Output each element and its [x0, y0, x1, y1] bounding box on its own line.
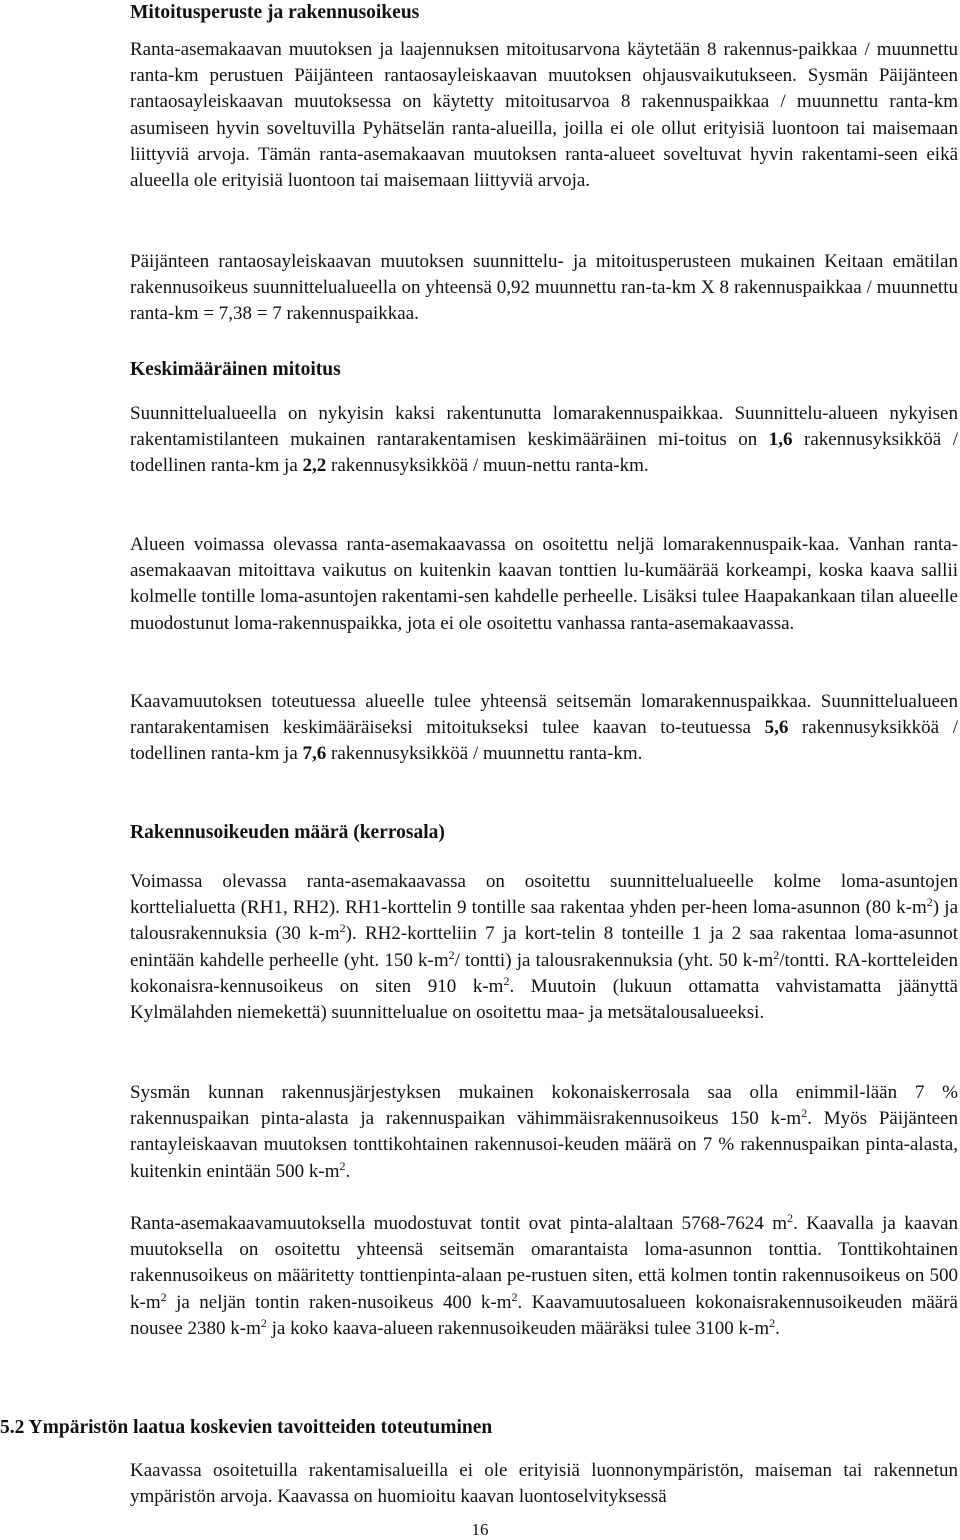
text-segment: ja neljän tontin raken-nusoikeus 400 k-m	[166, 1291, 512, 1313]
heading-keskimaarainen-mitoitus: Keskimääräinen mitoitus	[130, 359, 341, 380]
text-segment: rakennusyksikköä / muun-nettu ranta-km.	[326, 455, 649, 477]
superscript: 2	[260, 1315, 267, 1330]
section-heading-5-2: 5.2 Ympäristön laatua koskevien tavoitteiden toteutuminen	[0, 1417, 493, 1438]
heading-rakennusoikeuden-maara: Rakennusoikeuden määrä (kerrosala)	[130, 822, 445, 843]
paragraph-rakennusoikeus-laskelma: Päijänteen rantaosayleiskaavan muutoksen suunnittelu- ja mitoitusperusteen mukainen Keitaan emätilan rakennusoikeus suunnittelualueella on yhteensä 0,92 muunnettu ran-ta-km X 8 rakennuspaikkaa / muunnettu ranta-km = 7,38 = 7 rakennuspaikkaa.	[130, 251, 958, 325]
superscript: 2	[787, 1211, 794, 1225]
text-segment: / tontti) ja talousrakennuksia (yht. 50 k-m	[454, 949, 774, 971]
text-segment: .	[775, 1317, 780, 1339]
paragraph-korttelialueet	[130, 869, 958, 1026]
text-segment: Suunnittelualueella on nykyisin kaksi rakentunutta lomarakennuspaikkaa. Suunnittelu-alueen nykyisen rakentamistilanteen mukainen rantarakentamisen keskimääräinen mi-toitus on	[130, 403, 958, 451]
text-segment: Kaavamuutoksen toteutuessa alueelle tulee yhteensä seitsemän lomarakennuspaikkaa. Suunnittelualueen rantarakentamisen keskimääräiseksi mitoitukseksi tulee kaavan to-teutuessa	[130, 691, 958, 739]
text-segment: rakennusyksikköä / todellinen ranta-km ja	[130, 717, 958, 765]
text-segment: rakennusyksikköä / muunnettu ranta-km.	[326, 743, 643, 765]
text-segment: rakennusyksikköä / todellinen ranta-km ja	[130, 429, 958, 477]
value-mitoitus-muunnettu: 2,2	[302, 455, 327, 477]
superscript: 2	[926, 895, 933, 910]
text-segment: . Myös Päijänteen rantayleiskaavan muutoksen tonttikohtainen rakennusoi-keuden määrä on 7 % rakennuspaikan pinta-alasta, kuitenkin enintään 500 k-m	[130, 1108, 958, 1182]
superscript: 2	[339, 921, 346, 936]
page-number: 16	[471, 1520, 489, 1539]
paragraph-mitoitusarvo: Ranta-asemakaavan muutoksen ja laajennuksen mitoitusarvona käytetään 8 rakennus-paikkaa / muunnettu ranta-km perustuen Päijänteen rantaosayleiskaavan muutoksen ohjausvaikutukseen. Sysmän Päijänteen rantaosayleiskaavan muutoksessa on käytetty mitoitusarvoa 8 rakennuspaikkaa / muunnettu ranta-km asumiseen hyvin soveltuvilla Pyhätselän ranta-alueilla, joilla ei ole ollut erityisiä luontoon tai maisemaan liittyviä arvoja. Tämän ranta-asemakaavan muutoksen ranta-alueet soveltuvat hyvin rakentami-seen eikä alueella ole erityisiä luontoon tai maisemaan liittyviä arvoja.	[130, 39, 958, 192]
text-segment: .	[345, 1160, 351, 1182]
superscript: 2	[448, 947, 455, 962]
text-segment: ). RH2-kortteliin 7 ja kort-telin 8 tonteille 1 ja 2 saa rakentaa loma-asunnot enintään kahdelle perheelle (yht. 150 k-m	[130, 923, 958, 971]
paragraph-ymparisto: Kaavassa osoitetuilla rakentamisalueilla ei ole erityisiä luonnonympäristön, maiseman tai rakennetun ympäristön arvoja. Kaavassa on huomioitu kaavan luontoselvityksessä	[130, 1460, 958, 1508]
text-segment: ) ja talousrakennuksia (30 k-m	[130, 897, 958, 945]
superscript: 2	[511, 1289, 518, 1304]
paragraph-voimassa-oleva-kaava: Alueen voimassa olevassa ranta-asemakaavassa on osoitettu neljä lomarakennuspaik-kaa. Vanhan ranta-asemakaavan mitoittava vaikutus on kuitenkin kaavan tonttien lu-kumäärää korkeampi, koska kaava sallii kolmelle tontille loma-asuntojen rakentami-sen kahdelle perheelle. Lisäksi tulee Haapakankaan tilan alueelle muodostunut loma-rakennuspaikka, jota ei ole osoitettu vanhassa ranta-asemakaavassa.	[130, 534, 958, 634]
text-segment: /tontti. RA-kortteleiden kokonaisra-kennusoikeus on siten 910 k-m	[130, 949, 959, 997]
superscript: 2	[773, 947, 780, 962]
text-segment: . Muutoin (lukuun ottamatta vahvistamatta jäänyttä Kylmälahden niemekettä) suunnittelualue on osoitettu maa- ja metsätalousalueeksi.	[130, 975, 958, 1024]
text-segment: . Kaavalla ja kaavan muutoksella on osoitettu yhteensä seitsemän omarantaista loma-asunnon tonttia. Tonttikohtainen rakennusoikeus on määritetty tonttienpinta-alaan pe-rustuen siten, että kolmen tontin rakennusoikeus on 500 k-m	[130, 1213, 958, 1313]
paragraph-kaavamuutoksen-mitoitus	[130, 689, 958, 768]
paragraph-nykyinen-mitoitus	[130, 401, 958, 480]
paragraph-rakennusjarjestys	[130, 1080, 958, 1185]
superscript: 2	[769, 1315, 776, 1330]
text-segment: Sysmän kunnan rakennusjärjestyksen mukainen kokonaiskerrosala saa olla enimmil-lään 7 % rakennuspaikan pinta-alasta ja rakennuspaikan vähimmäisrakennusoikeus 150 k-m	[130, 1082, 958, 1130]
value-mitoitus-todellinen-uusi: 5,6	[764, 717, 789, 739]
text-segment: Voimassa olevassa ranta-asemakaavassa on osoitettu suunnittelualueelle kolme loma-asuntojen korttelialuetta (RH1, RH2). RH1-korttelin 9 tontille saa rakentaa yhden per-heen loma-asunnon (80 k-m	[130, 871, 958, 919]
value-mitoitus-todellinen: 1,6	[768, 429, 793, 451]
heading-mitoitusperuste: Mitoitusperuste ja rakennusoikeus	[130, 2, 420, 23]
superscript: 2	[339, 1158, 346, 1173]
superscript: 2	[503, 973, 510, 988]
paragraph-tontit-ja-rakennusoikeus	[130, 1211, 958, 1342]
superscript: 2	[801, 1106, 808, 1121]
superscript: 2	[160, 1289, 167, 1304]
text-segment: Ranta-asemakaavamuutoksella muodostuvat tontit ovat pinta-alaltaan 5768-7624 m	[130, 1213, 788, 1234]
text-segment: . Kaavamuutosalueen kokonaisrakennusoikeuden määrä nousee 2380 k-m	[130, 1291, 958, 1339]
text-segment: ja koko kaava-alueen rakennusoikeuden määräksi tulee 3100 k-m	[266, 1317, 770, 1339]
value-mitoitus-muunnettu-uusi: 7,6	[302, 743, 327, 765]
